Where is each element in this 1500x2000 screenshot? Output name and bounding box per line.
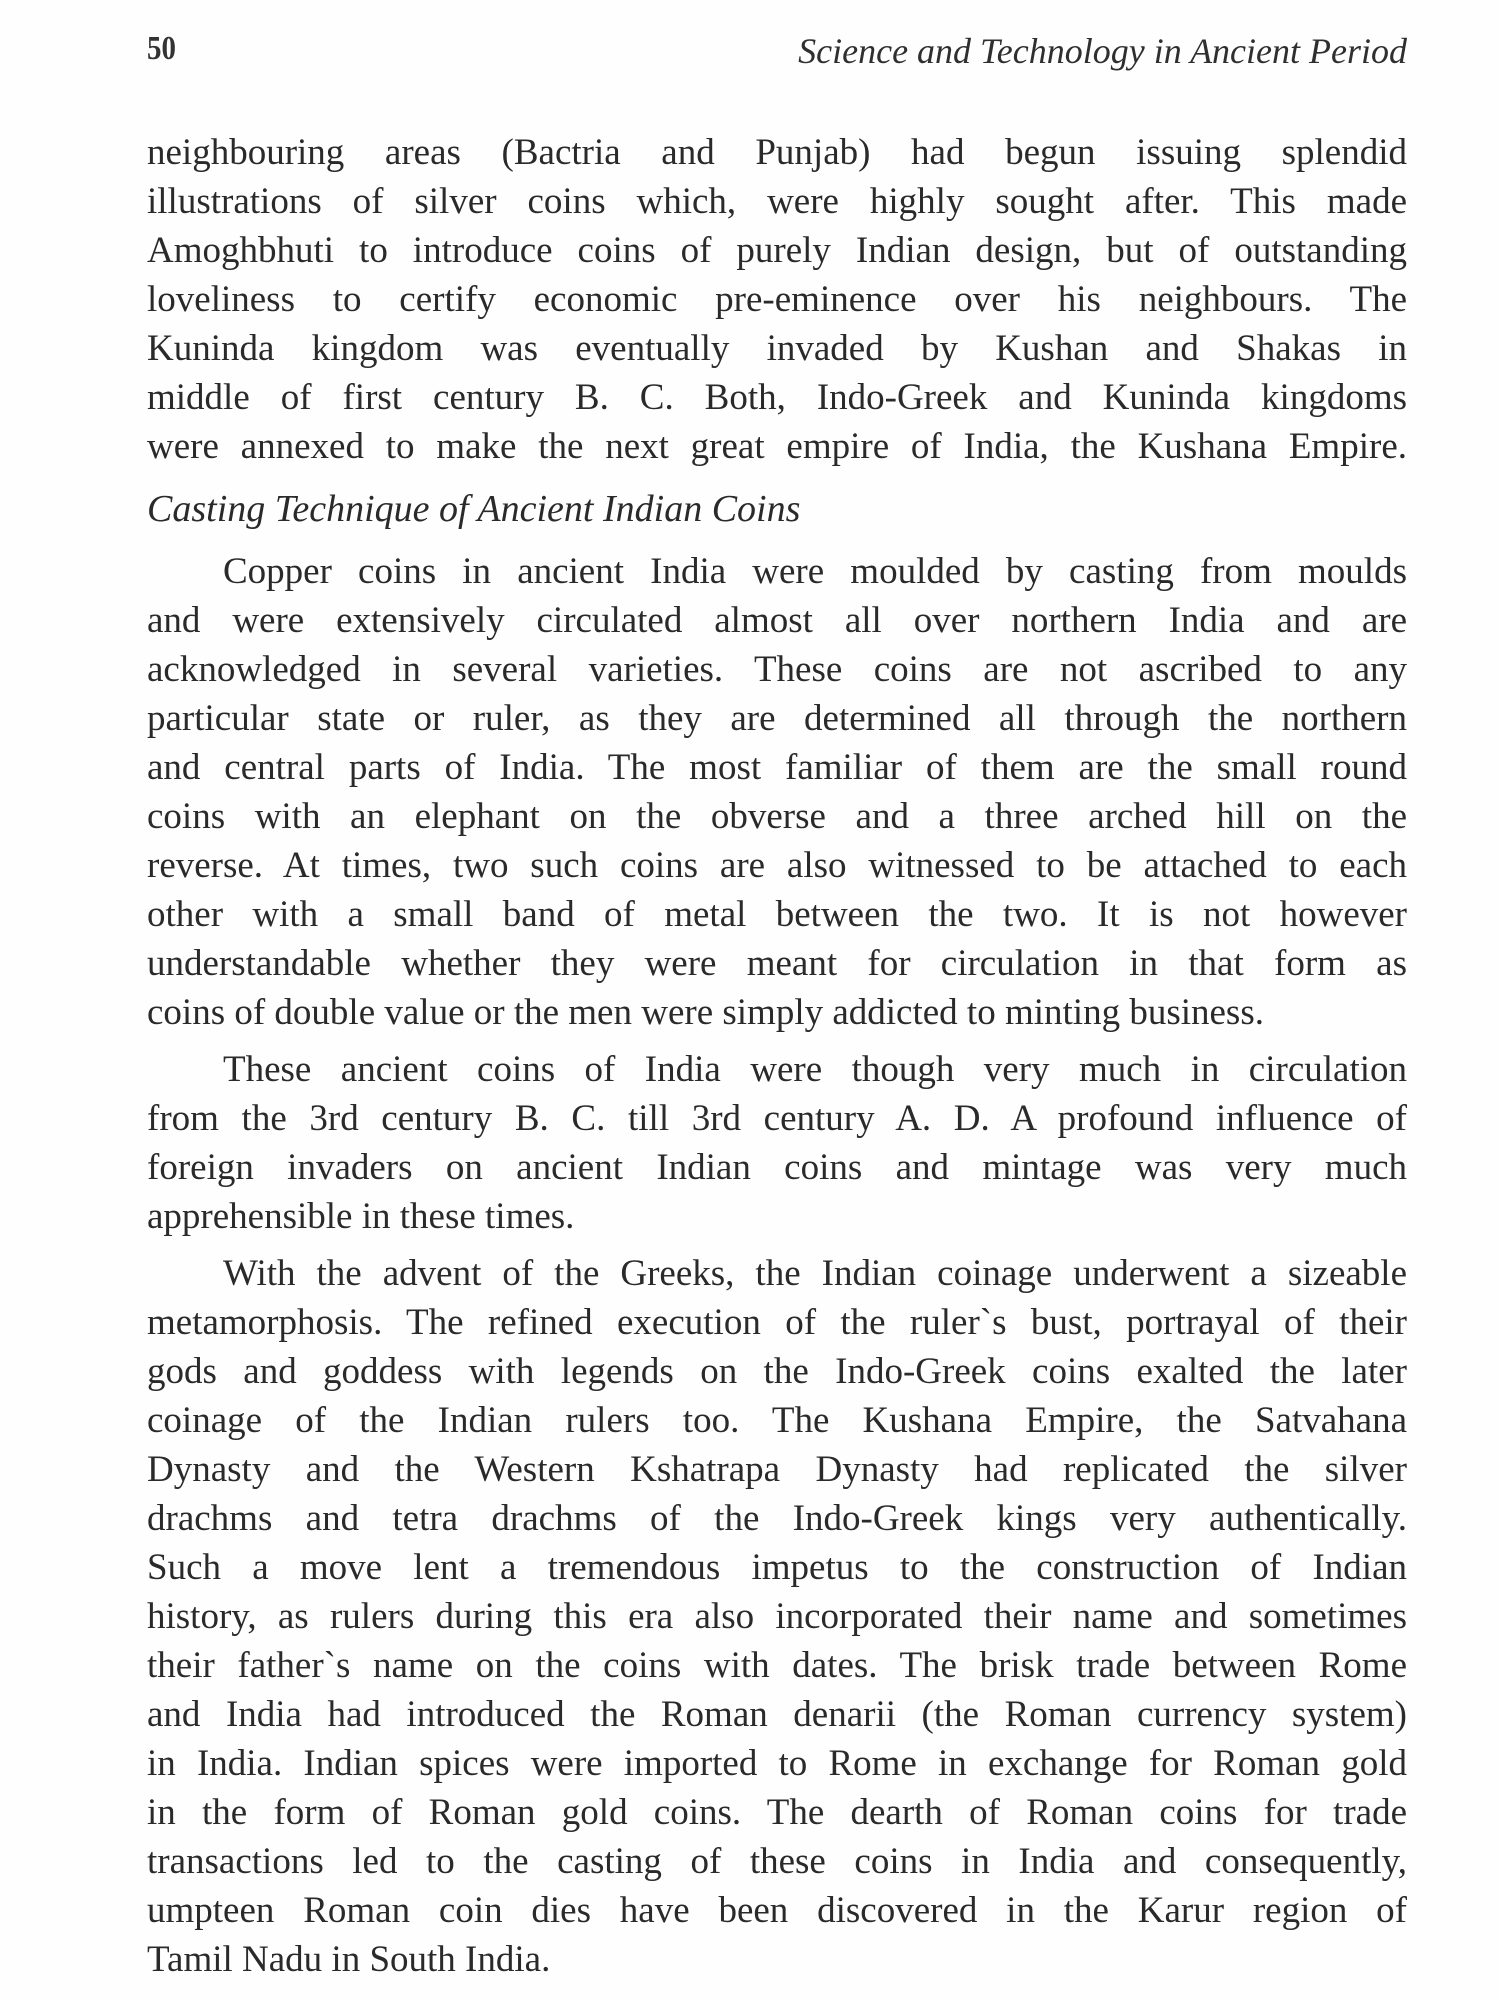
text-line: foreign invaders on ancient Indian coins and mintage was very much — [147, 1147, 1407, 1188]
text-line: metamorphosis. The refined execution of the ruler`s bust, portrayal of their — [147, 1302, 1407, 1343]
paragraph-copper-coins — [147, 547, 1407, 1037]
text-line: neighbouring areas (Bactria and Punjab) had begun issuing splendid — [147, 132, 1407, 173]
text-line: coinage of the Indian rulers too. The Kushana Empire, the Satvahana — [147, 1400, 1407, 1441]
text-line: These ancient coins of India were though very much in circulation — [223, 1049, 1407, 1090]
text-line: in India. Indian spices were imported to Rome in exchange for Roman gold — [147, 1743, 1407, 1784]
text-line: and India had introduced the Roman denarii (the Roman currency system) — [147, 1694, 1407, 1735]
paragraph-continued — [147, 128, 1407, 471]
text-line: coins with an elephant on the obverse and a three arched hill on the — [147, 796, 1407, 837]
text-line: and central parts of India. The most familiar of them are the small round — [147, 747, 1407, 788]
text-line: umpteen Roman coin dies have been discovered in the Karur region of — [147, 1890, 1407, 1931]
text-line: Such a move lent a tremendous impetus to the construction of Indian — [147, 1547, 1407, 1588]
text-line: were annexed to make the next great empire of India, the Kushana Empire. — [147, 426, 1407, 467]
text-line: middle of first century B. C. Both, Indo-Greek and Kuninda kingdoms — [147, 377, 1407, 418]
text-line: apprehensible in these times. — [147, 1196, 575, 1237]
text-line: their father`s name on the coins with dates. The brisk trade between Rome — [147, 1645, 1407, 1686]
text-line: understandable whether they were meant for circulation in that form as — [147, 943, 1407, 984]
text-line: gods and goddess with legends on the Indo-Greek coins exalted the later — [147, 1351, 1407, 1392]
text-line: in the form of Roman gold coins. The dearth of Roman coins for trade — [147, 1792, 1407, 1833]
page-body — [147, 128, 1407, 1984]
text-line: particular state or ruler, as they are determined all through the northern — [147, 698, 1407, 739]
text-line: Tamil Nadu in South India. — [147, 1939, 551, 1980]
text-line: other with a small band of metal between the two. It is not however — [147, 894, 1407, 935]
text-line: reverse. At times, two such coins are also witnessed to be attached to each — [147, 845, 1407, 886]
text-line: Kuninda kingdom was eventually invaded by Kushan and Shakas in — [147, 328, 1407, 369]
page-number: 50 — [147, 30, 176, 67]
text-line: drachms and tetra drachms of the Indo-Greek kings very authentically. — [147, 1498, 1407, 1539]
text-line: Copper coins in ancient India were moulded by casting from moulds — [223, 551, 1407, 592]
section-heading: Casting Technique of Ancient Indian Coins — [147, 488, 801, 530]
page-header — [147, 30, 1407, 80]
text-line: loveliness to certify economic pre-eminence over his neighbours. The — [147, 279, 1407, 320]
text-line: acknowledged in several varieties. These coins are not ascribed to any — [147, 649, 1407, 690]
text-line: illustrations of silver coins which, were highly sought after. This made — [147, 181, 1407, 222]
paragraph-circulation — [147, 1045, 1407, 1241]
text-line: and were extensively circulated almost all over northern India and are — [147, 600, 1407, 641]
text-line: coins of double value or the men were simply addicted to minting business. — [147, 992, 1264, 1033]
paragraph-greeks — [147, 1249, 1407, 1984]
text-line: transactions led to the casting of these coins in India and consequently, — [147, 1841, 1407, 1882]
text-line: Amoghbhuti to introduce coins of purely Indian design, but of outstanding — [147, 230, 1407, 271]
running-head: Science and Technology in Ancient Period — [798, 31, 1407, 71]
text-line: Dynasty and the Western Kshatrapa Dynasty had replicated the silver — [147, 1449, 1407, 1490]
text-line: history, as rulers during this era also incorporated their name and sometimes — [147, 1596, 1407, 1637]
text-line: from the 3rd century B. C. till 3rd century A. D. A profound influence of — [147, 1098, 1407, 1139]
text-line: With the advent of the Greeks, the Indian coinage underwent a sizeable — [223, 1253, 1407, 1294]
